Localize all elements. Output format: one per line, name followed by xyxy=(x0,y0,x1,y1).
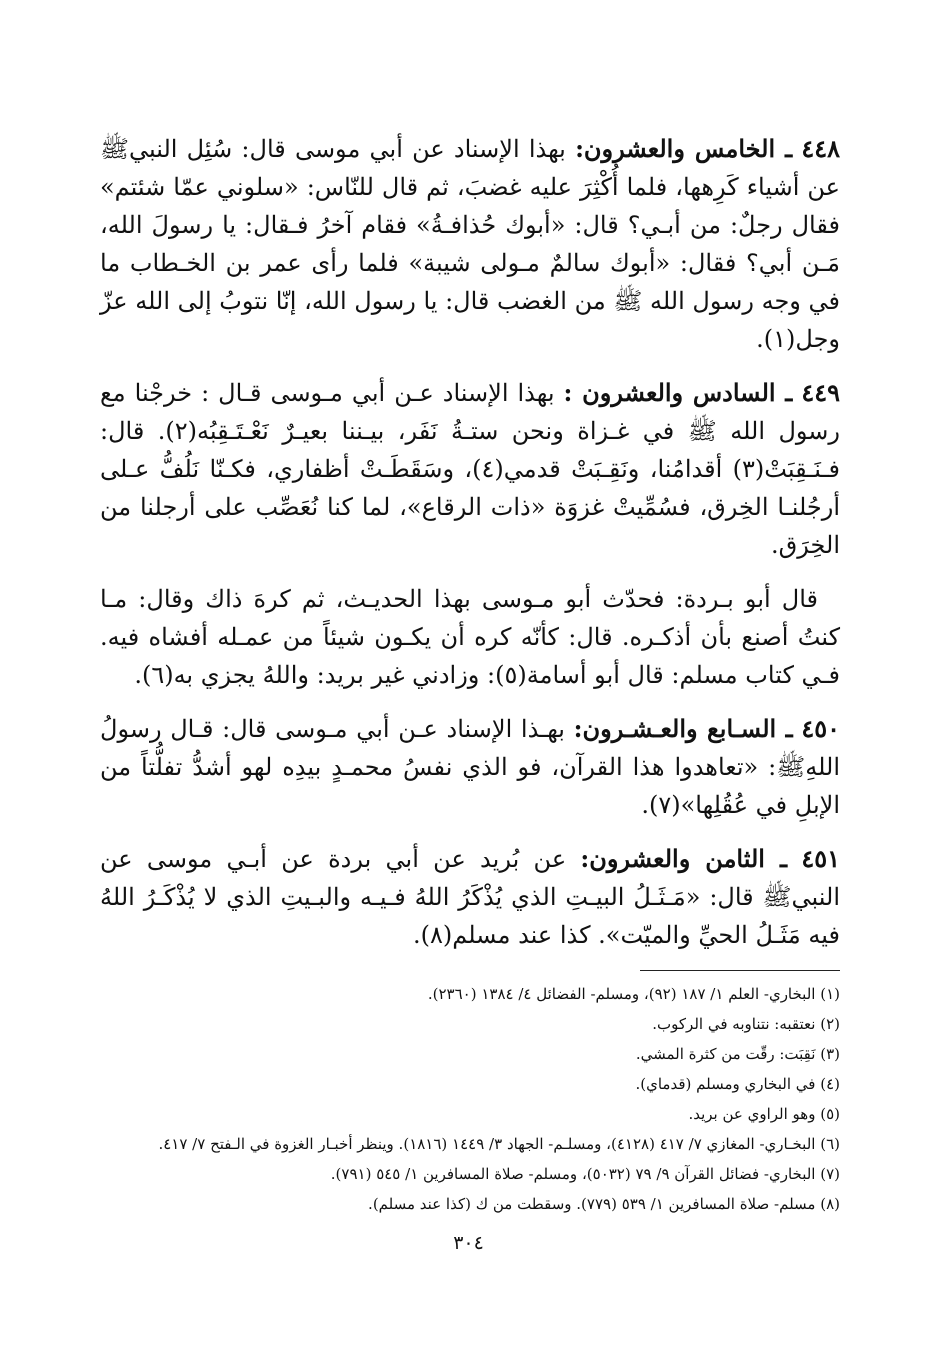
footnote-divider xyxy=(640,970,840,971)
footnotes-list xyxy=(100,979,840,1219)
hadith-text: بهـذا الإسناد عـن أبي مـوسى قال: قـال رسولُ اللهِﷺ: «تعاهدوا هذا القرآن، فو الذي نفسُ محمـدٍ بيدِه لهو أشدُّ تفلُّتاً من الإبلِ في عُقُلِها»(٧). xyxy=(100,715,840,819)
hadith-chapter: ـ الثامن والعشرون: xyxy=(580,844,788,873)
footnote-item: (٤) في البخاري ومسلم (قدماي). xyxy=(635,1075,840,1093)
page-number: ٣٠٤ xyxy=(453,1232,484,1254)
hadith-450 xyxy=(100,710,840,824)
footnote-item: (٧) البخاري- فضائل القرآن ٩/ ٧٩ (٥٠٣٢)، ومسلم- صلاة المسافرين ١/ ٥٤٥ (٧٩١). xyxy=(330,1165,840,1183)
hadith-text: عن بُريد عن أبي بردة عن أبـي موسى عن النبيﷺ قال: «مَـثَـلُ البيـتِ الذي يُذْكَرُ اللهُ فـيـه والبـيتِ الذي لا يُذْكَـرُ اللهُ فيه مَثَـلُ الحيِّ والميّت». كذا عند مسلم(٨). xyxy=(100,845,840,949)
footnote-item: (٥) وهو الراوي عن بريد. xyxy=(688,1105,840,1123)
hadith-number: ٤٥٠ xyxy=(801,714,840,743)
hadith-number: ٤٤٨ xyxy=(801,134,840,163)
hadith-448 xyxy=(100,130,840,358)
hadith-449 xyxy=(100,374,840,564)
footnote-item: (٨) مسلم- صلاة المسافرين ١/ ٥٣٩ (٧٧٩). وسقطت من ك (كذا عند مسلم). xyxy=(368,1195,840,1213)
hadith-text: بهذا الإسناد عـن أبي مـوسى قـال : خرجْنا مع رسول الله ﷺ في غـزاة ونحن ستـةُ نَفَر، بيـننا بعيـرٌ نَعْـتَـقِبُه(٢). قال: فـنَـقِبَتْ(٣) أقدامُنا، ونَقِـبَتْ قدمي(٤)، وسَقَطَـتْ أظفاري، فكـنّا نَلُفُّ عـلى أرجُلنـا الخِرق، فسُمِّيتْ غزوَة «ذات الرقاع»، لما كنا نُعَصِّب على أرجلنا من الخِرَق. xyxy=(100,379,840,559)
page-body xyxy=(100,130,840,1219)
footnote-item: (٢) نعتقبه: نتناوبه في الركوب. xyxy=(652,1015,840,1033)
hadith-number: ٤٤٩ xyxy=(801,378,840,407)
narrator-note: قال أبو بـردة: فحدّث أبو مـوسى بهذا الحديـث، ثم كرهَ ذاك وقال: مـا كنتُ أصنع بأن أذكـره. قال: كأنّه كره أن يكـون شيئاً من عمـله أفشاه فيه. فـي كتاب مسلم: قال أبو أسامة(٥): وزادني غير بريد: واللهُ يجزي به(٦). xyxy=(100,585,840,689)
footnote-item: (٦) البخـاري- المغازي ٧/ ٤١٧ (٤١٢٨)، ومسلـم- الجهاد ٣/ ١٤٤٩ (١٨١٦). وينظر أخبـار الغزوة في الـفتح ٧/ ٤١٧. xyxy=(158,1135,840,1153)
hadith-chapter: ـ السادس والعشرون : xyxy=(563,378,793,407)
hadith-chapter: ـ السـابع والعـشـرون: xyxy=(573,714,793,743)
hadith-number: ٤٥١ xyxy=(801,844,840,873)
footnote-item: (١) البخاري- العلم ١/ ١٨٧ (٩٢)، ومسلم- الفضائل ٤/ ١٣٨٤ (٢٣٦٠). xyxy=(427,985,840,1003)
hadith-451 xyxy=(100,840,840,954)
footnote-item: (٣) نَقِبَت: رقّت من كثرة المشي. xyxy=(635,1045,840,1063)
hadith-text: بهذا الإسناد عن أبي موسى قال: سُئِل النبيﷺ عن أشياء كَرِهها، فلما أُكْثِرَ عليه غضبَ، ثم قال للنّاس: «سلوني عمّا شئتم» فقال رجلٌ: من أبـي؟ قال: «أبوك حُذافـةُ» فقام آخرُ فـقال: يا رسولَ الله، مَـن أبي؟ فقال: «أبوك سالمٌ مـولى شيبة» فلما رأى عمر بن الخـطاب ما في وجه رسول الله ﷺ من الغضب قال: يا رسول الله، إنّا نتوبُ إلى الله عزّ وجل(١). xyxy=(100,135,840,353)
hadith-chapter: ـ الخامس والعشرون: xyxy=(575,134,793,163)
